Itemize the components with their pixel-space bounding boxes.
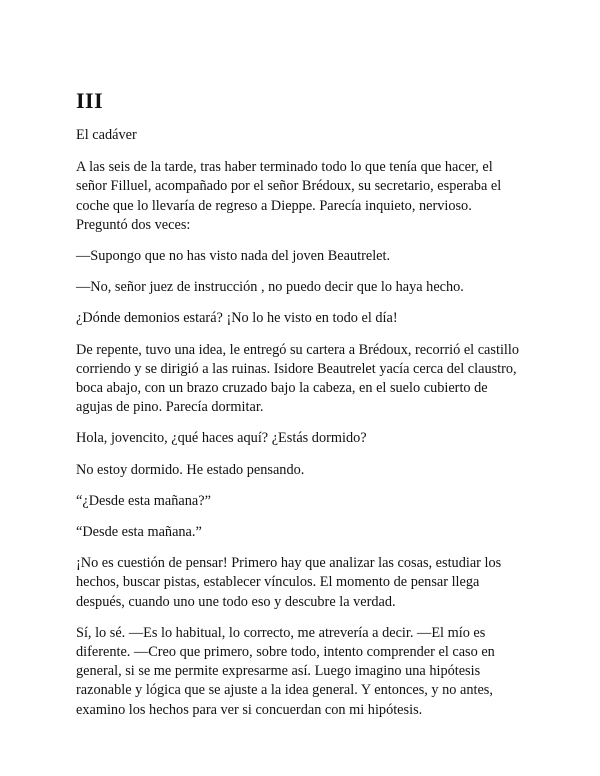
chapter-title: El cadáver [76,127,137,143]
paragraph-2: —Supongo que no has visto nada del joven Beautrelet. [76,248,391,265]
paragraph-6: Hola, jovencito, ¿qué haces aquí? ¿Estás dormido? [76,430,367,447]
paragraph-10: ¡No es cuestión de pensar! Primero hay que analizar las cosas, estudiar los hechos, buscar pistas, establecer vínculos. El momento de pensar llega después, cuando uno une todo eso y descubre la verdad. [76,555,502,610]
paragraph-9: “Desde esta mañana.” [76,524,202,541]
paragraph-7: No estoy dormido. He estado pensando. [76,461,305,478]
paragraph-8: “¿Desde esta mañana?” [76,492,211,509]
paragraph-1: A las seis de la tarde, tras haber terminado todo lo que tenía que hacer, el señor Filluel, acompañado por el señor Brédoux, su secretario, esperaba el coche que lo llevaría de regreso a Dieppe. Parecía inquieto, nervioso. Preguntó dos veces: [76,159,502,233]
chapter-number: III [76,88,104,113]
paragraph-11: Sí, lo sé. —Es lo habitual, lo correcto, me atrevería a decir. —El mío es diferente. —Creo que primero, sobre todo, intento comprender el caso en general, si se me permite expresarme así. Luego imagino una hipótesis razonable y lógica que se ajuste a la idea general. Y entonces, y no antes, examino los hechos para ver si concuerdan con mi hipótesis. [76,624,495,718]
paragraph-3: —No, señor juez de instrucción , no puedo decir que lo haya hecho. [76,279,464,296]
paragraph-4: ¿Dónde demonios estará? ¡No lo he visto en todo el día! [76,310,398,327]
document-page [76,88,526,720]
paragraph-5: De repente, tuvo una idea, le entregó su cartera a Brédoux, recorrió el castillo corriendo y se dirigió a las ruinas. Isidore Beautrelet yacía cerca del claustro, boca abajo, con un brazo cruzado bajo la cabeza, en el suelo cubierto de agujas de pino. Parecía dormitar. [76,341,520,416]
